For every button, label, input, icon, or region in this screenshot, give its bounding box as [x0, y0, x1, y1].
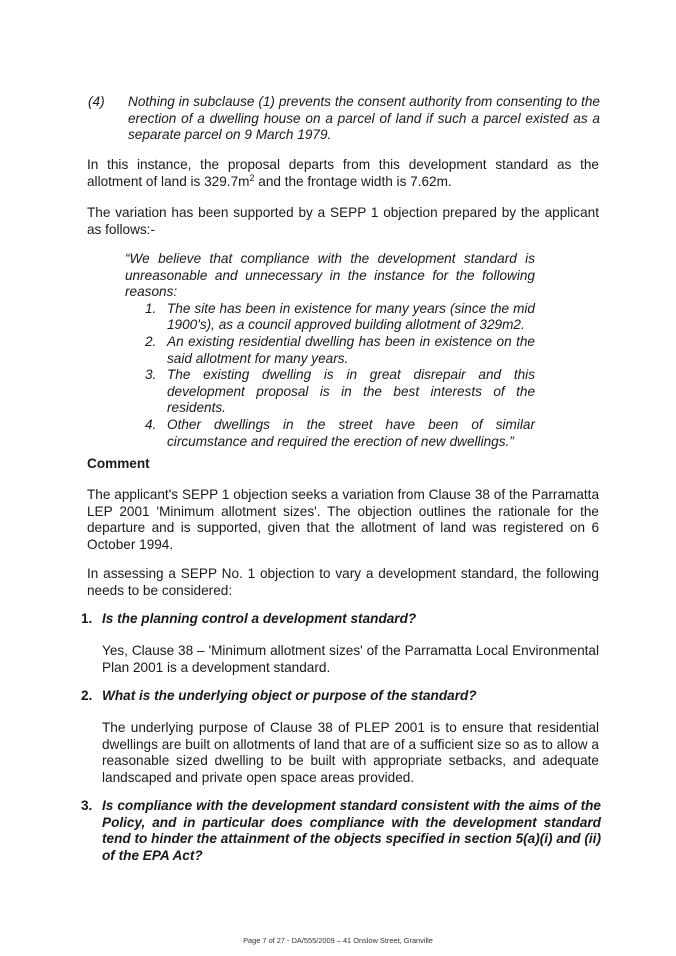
- list-item-number: 1.: [145, 300, 157, 316]
- superscript-squared: 2: [249, 172, 255, 183]
- clause-4-text: Nothing in subclause (1) prevents the consent authority from consenting to the erection of a dwelling house on a parcel of land if such a parcel existed as a separate parcel on 9 March 1979.: [128, 94, 600, 143]
- list-item-number: 2.: [145, 333, 157, 349]
- list-item-number: 3.: [145, 367, 157, 383]
- clause-4: [88, 94, 600, 144]
- question-number: 3.: [81, 798, 93, 813]
- variation-paragraph: The variation has been supported by a SEPP 1 objection prepared by the applicant as follows:-: [87, 205, 599, 237]
- list-item: [145, 367, 535, 417]
- clause-4-number: (4): [88, 94, 105, 109]
- question-text: What is the underlying object or purpose of the standard?: [102, 688, 477, 703]
- answer-1: Yes, Clause 38 – 'Minimum allotment sizes' of the Parramatta Local Environmental Plan 2001 is a development standard.: [102, 643, 599, 675]
- question-text: Is the planning control a development standard?: [102, 611, 417, 626]
- question-3: [81, 798, 601, 864]
- question-2: [81, 688, 601, 705]
- list-item-text: An existing residential dwelling has been in existence on the said allotment for many years.: [167, 333, 535, 366]
- list-item-text: The existing dwelling is in great disrepair and this development proposal is in the best interests of the residents.: [167, 367, 535, 416]
- question-number: 2.: [81, 688, 93, 703]
- page-footer: Page 7 of 27 - DA/555/2009 – 41 Onslow Street, Granville: [243, 936, 433, 945]
- departure-paragraph: [87, 157, 599, 190]
- applicant-quote: [125, 251, 535, 450]
- list-item-text: The site has been in existence for many years (since the mid 1900's), as a council approved building allotment of 329m2.: [167, 300, 535, 333]
- objection-paragraph: The applicant's SEPP 1 objection seeks a variation from Clause 38 of the Parramatta LEP 2001 'Minimum allotment sizes'. The objection outlines the rationale for the departure and is supported, given that the allotment of land was registered on 6 October 1994.: [87, 487, 599, 552]
- list-item: [145, 416, 535, 450]
- question-text: Is compliance with the development standard consistent with the aims of the Policy, and in particular does compliance with the development standard tend to hinder the attainment of the objects specified in section 5(a)(i) and (ii) of the EPA Act?: [102, 798, 601, 863]
- quote-intro: “We believe that compliance with the development standard is unreasonable and unnecessary in the instance for the following reasons:: [125, 251, 535, 300]
- comment-heading: Comment: [87, 456, 150, 471]
- list-item-text: Other dwellings in the street have been of similar circumstance and required the erection of new dwellings.”: [167, 416, 535, 449]
- reasons-list: [125, 301, 535, 450]
- answer-2: The underlying purpose of Clause 38 of PLEP 2001 is to ensure that residential dwellings are built on allotments of land that are of a sufficient size so as to allow a reasonable sized dwelling to be built with appropriate setbacks, and adequate landscaped and private open space areas provided.: [102, 720, 599, 785]
- list-item: [145, 300, 535, 334]
- departure-text-end: and the frontage width is 7.62m.: [254, 173, 452, 189]
- list-item-number: 4.: [145, 416, 157, 432]
- departure-text-start: In this instance, the proposal departs from this development standard as the allotment of land is 329.7m: [87, 157, 599, 189]
- question-1: [81, 611, 601, 628]
- question-number: 1.: [81, 611, 93, 626]
- assessment-paragraph: In assessing a SEPP No. 1 objection to vary a development standard, the following needs to be considered:: [87, 566, 599, 598]
- list-item: [145, 333, 535, 367]
